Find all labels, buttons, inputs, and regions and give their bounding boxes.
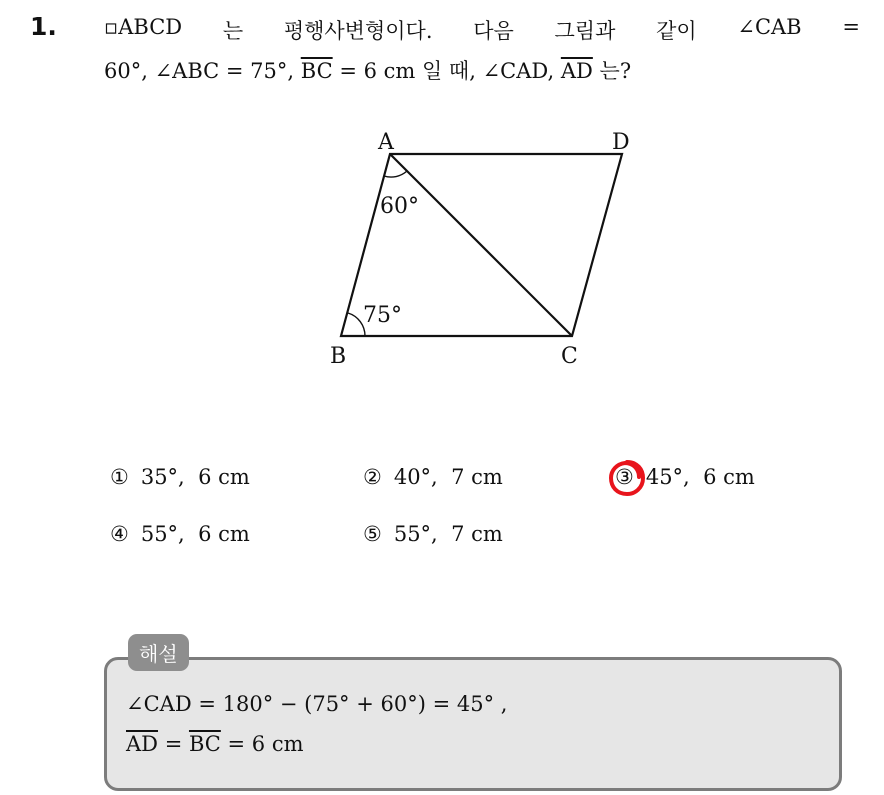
choice-marker: ⑤ bbox=[363, 522, 382, 546]
choice-4[interactable] bbox=[110, 522, 250, 546]
segment-bc: $\overline{BC}$ bbox=[300, 59, 333, 83]
equals-sign: = bbox=[158, 732, 189, 756]
question-word: 다음 bbox=[473, 19, 514, 43]
question-word: = bbox=[842, 15, 860, 39]
diagonal-ac bbox=[390, 154, 572, 336]
question-word: 평행사변형이다. bbox=[283, 19, 433, 43]
choice-marker: ① bbox=[110, 465, 129, 489]
segment-bc: $\overline{BC}$ bbox=[188, 732, 221, 756]
choice-5[interactable] bbox=[363, 522, 503, 546]
angle-label-cab: 60° bbox=[380, 194, 419, 219]
question-word: 그림과 bbox=[554, 19, 616, 43]
explanation-tag: 해설 bbox=[128, 634, 189, 671]
choice-marker: ② bbox=[363, 465, 382, 489]
vertex-label-c: C bbox=[561, 344, 578, 369]
choice-marker: ③ bbox=[615, 465, 634, 489]
choice-text: 45°, 6 cm bbox=[645, 465, 755, 489]
question-text-line1 bbox=[104, 15, 860, 45]
choice-2[interactable] bbox=[363, 465, 503, 489]
explanation-line1: ∠CAD = 180° − (75° + 60°) = 45° , bbox=[126, 692, 508, 716]
segment-ad: $\overline{AD}$ bbox=[126, 732, 159, 756]
question-word: ▫ABCD bbox=[104, 15, 183, 39]
choice-marker: ④ bbox=[110, 522, 129, 546]
explanation-value: = 6 cm bbox=[220, 732, 304, 756]
answer-circle-mark-icon bbox=[608, 459, 646, 497]
angle-label-abc: 75° bbox=[363, 303, 402, 328]
question-segment: = 6 cm 일 때, ∠CAD, bbox=[332, 59, 561, 83]
question-segment: 60°, ∠ABC = 75°, bbox=[104, 59, 301, 83]
question-word: 는 bbox=[222, 19, 244, 43]
vertex-label-b: B bbox=[330, 344, 347, 369]
choice-text: 40°, 7 cm bbox=[393, 465, 503, 489]
question-segment: 는? bbox=[592, 59, 632, 83]
explanation-box bbox=[104, 657, 842, 791]
question-text-line2 bbox=[104, 55, 631, 85]
choice-text: 55°, 7 cm bbox=[393, 522, 503, 546]
explanation-line2 bbox=[126, 732, 304, 756]
parallelogram-figure bbox=[320, 120, 640, 380]
choice-1[interactable] bbox=[110, 465, 250, 489]
choice-text: 35°, 6 cm bbox=[140, 465, 250, 489]
vertex-label-d: D bbox=[612, 130, 630, 155]
segment-ad: $\overline{AD}$ bbox=[560, 59, 593, 83]
choice-text: 55°, 6 cm bbox=[140, 522, 250, 546]
angle-arc-cab bbox=[384, 171, 407, 177]
question-word: ∠CAB bbox=[737, 15, 802, 39]
question-number: 1. bbox=[30, 12, 57, 41]
question-word: 같이 bbox=[656, 19, 697, 43]
vertex-label-a: A bbox=[378, 130, 394, 155]
